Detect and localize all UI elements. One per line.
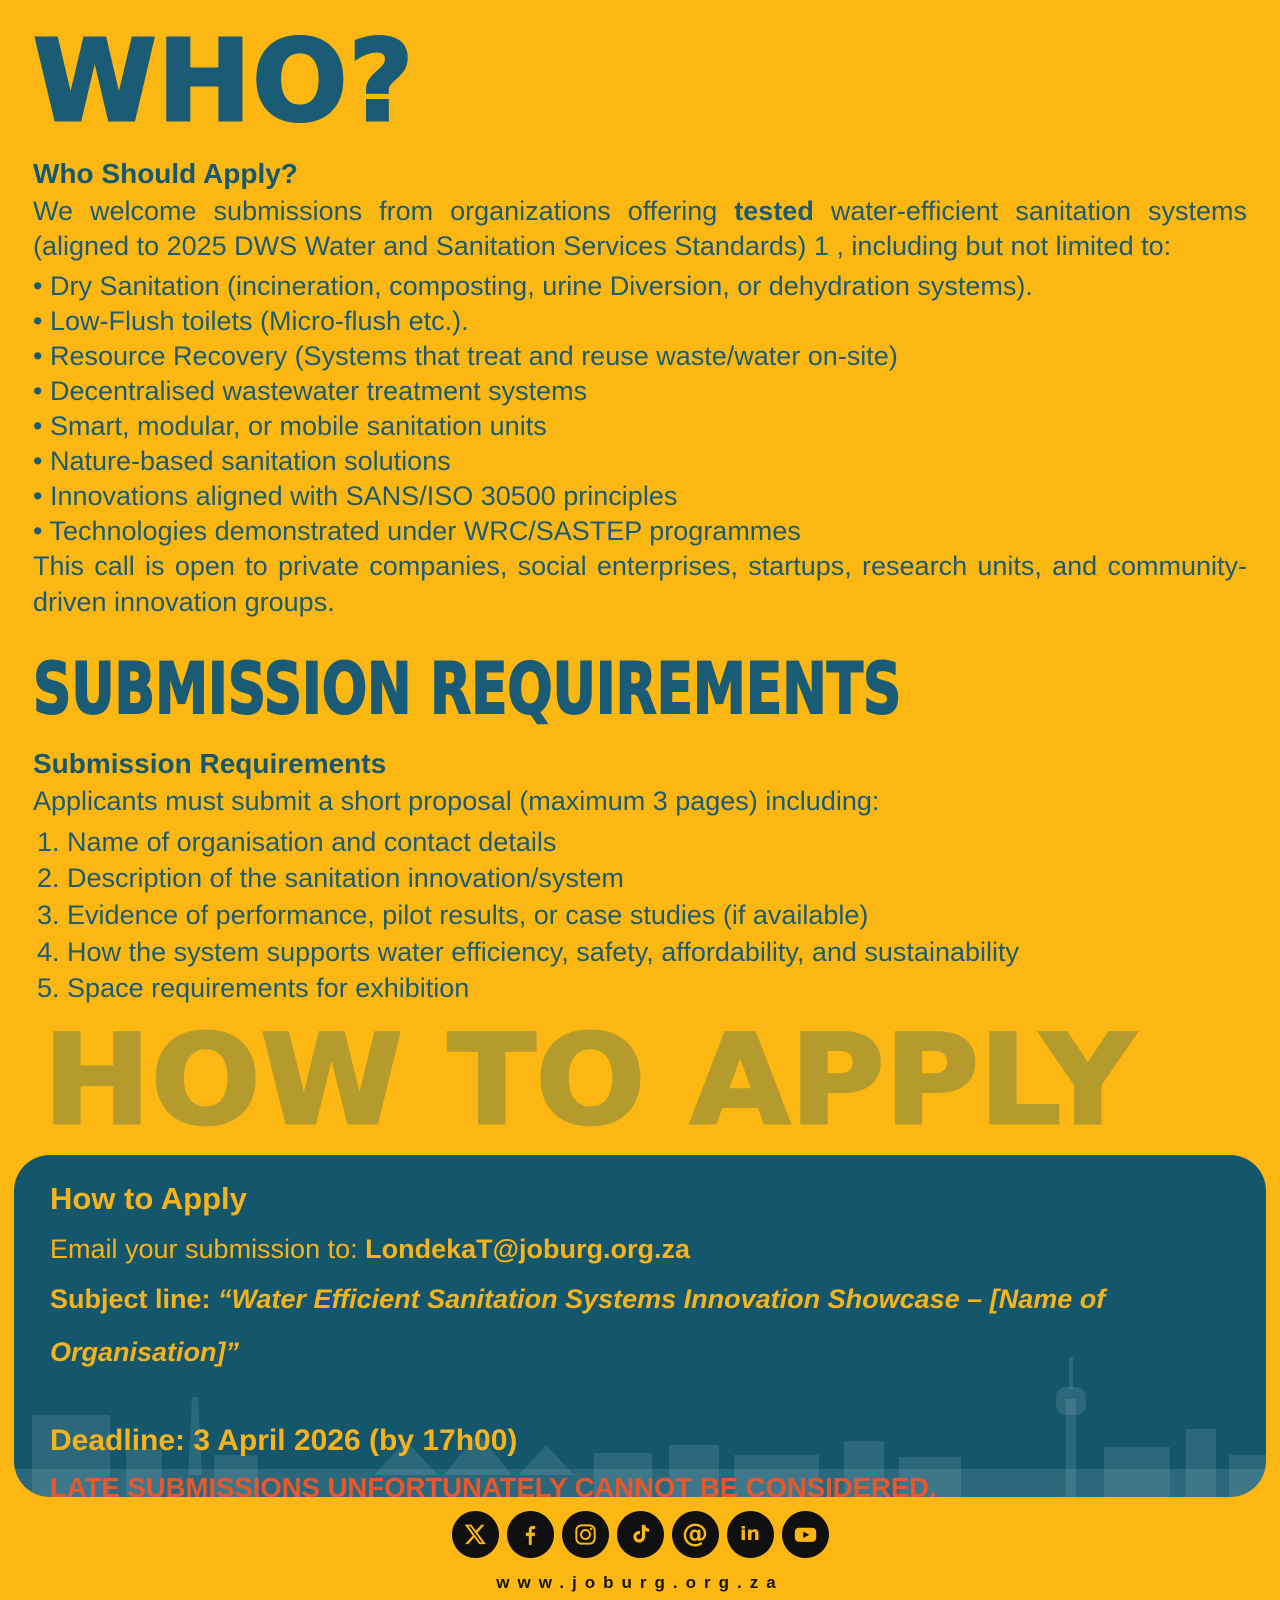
list-item: Description of the sanitation innovation/system — [67, 863, 624, 894]
submission-list — [33, 824, 1247, 1008]
facebook-glyph — [517, 1521, 543, 1547]
how-to-apply-panel — [14, 1155, 1266, 1497]
how-to-apply-watermark: HOW TO APPLY — [43, 1009, 1135, 1154]
list-item: • Nature-based sanitation solutions — [33, 444, 1247, 479]
who-intro-post: water-efficient sanitation systems (aligned to 2025 DWS Water and Sanitation Services Standards) 1 , including but not limited to: — [33, 196, 1247, 262]
facebook-icon[interactable] — [507, 1511, 554, 1558]
tiktok-icon[interactable] — [617, 1511, 664, 1558]
list-item: Space requirements for exhibition — [67, 973, 470, 1004]
apply-box-title: How to Apply — [50, 1180, 247, 1216]
late-submission-warning: LATE SUBMISSIONS UNFORTUNATELY CANNOT BE CONSIDERED. — [50, 1472, 937, 1497]
who-intro-pre: We welcome submissions from organizations offering — [33, 196, 735, 226]
email-label: Email your submission to: — [50, 1233, 366, 1264]
list-item: • Smart, modular, or mobile sanitation units — [33, 409, 1247, 444]
who-subheading: Who Should Apply? — [33, 158, 298, 189]
linkedin-icon[interactable] — [727, 1511, 774, 1558]
footer — [0, 1511, 1280, 1593]
threads-glyph: @ — [682, 1519, 708, 1550]
threads-icon[interactable] — [672, 1511, 719, 1558]
subject-line — [50, 1273, 1230, 1378]
who-closing: This call is open to private companies, social enterprises, startups, research units, and community-driven innovation groups. — [33, 551, 1247, 617]
youtube-glyph — [792, 1521, 819, 1548]
email-line — [50, 1234, 1230, 1265]
list-item: How the system supports water efficiency, safety, affordability, and sustainability — [67, 936, 1019, 967]
x-glyph — [463, 1522, 488, 1547]
list-item: • Innovations aligned with SANS/ISO 30500 principles — [33, 479, 1247, 514]
list-item: • Technologies demonstrated under WRC/SASTEP programmes — [33, 514, 1247, 549]
list-item: • Decentralised wastewater treatment systems — [33, 374, 1247, 409]
list-item: Name of organisation and contact details — [67, 826, 557, 857]
linkedin-glyph: in — [739, 1522, 761, 1545]
social-icons-row — [0, 1511, 1280, 1558]
youtube-icon[interactable] — [782, 1511, 829, 1558]
instagram-glyph — [573, 1522, 598, 1547]
who-title: WHO? — [33, 17, 415, 147]
list-item: • Low-Flush toilets (Micro-flush etc.). — [33, 304, 1247, 339]
list-item: • Dry Sanitation (incineration, composting, urine Diversion, or dehydration systems). — [33, 269, 1247, 304]
x-icon[interactable] — [452, 1511, 499, 1558]
list-item: • Resource Recovery (Systems that treat and reuse waste/water on-site) — [33, 339, 1247, 374]
submission-intro: Applicants must submit a short proposal (maximum 3 pages) including: — [33, 786, 880, 817]
who-intro-bold: tested — [734, 196, 814, 226]
website-url[interactable]: www.joburg.org.za — [496, 1572, 784, 1592]
email-address[interactable]: LondekaT@joburg.org.za — [365, 1233, 690, 1264]
submission-title: SUBMISSION REQUIREMENTS — [33, 648, 902, 731]
subject-label: Subject line: — [50, 1283, 219, 1314]
tiktok-glyph — [629, 1523, 652, 1546]
subject-value: “Water Efficient Sanitation Systems Innovation Showcase – [Name of Organisation]” — [50, 1283, 1106, 1367]
who-bullet-list — [33, 269, 1247, 550]
who-intro — [33, 194, 1247, 265]
list-item: Evidence of performance, pilot results, or case studies (if available) — [67, 899, 869, 930]
instagram-icon[interactable] — [562, 1511, 609, 1558]
deadline-text: Deadline: 3 April 2026 (by 17h00) — [50, 1424, 518, 1458]
submission-subheading: Submission Requirements — [33, 748, 387, 780]
